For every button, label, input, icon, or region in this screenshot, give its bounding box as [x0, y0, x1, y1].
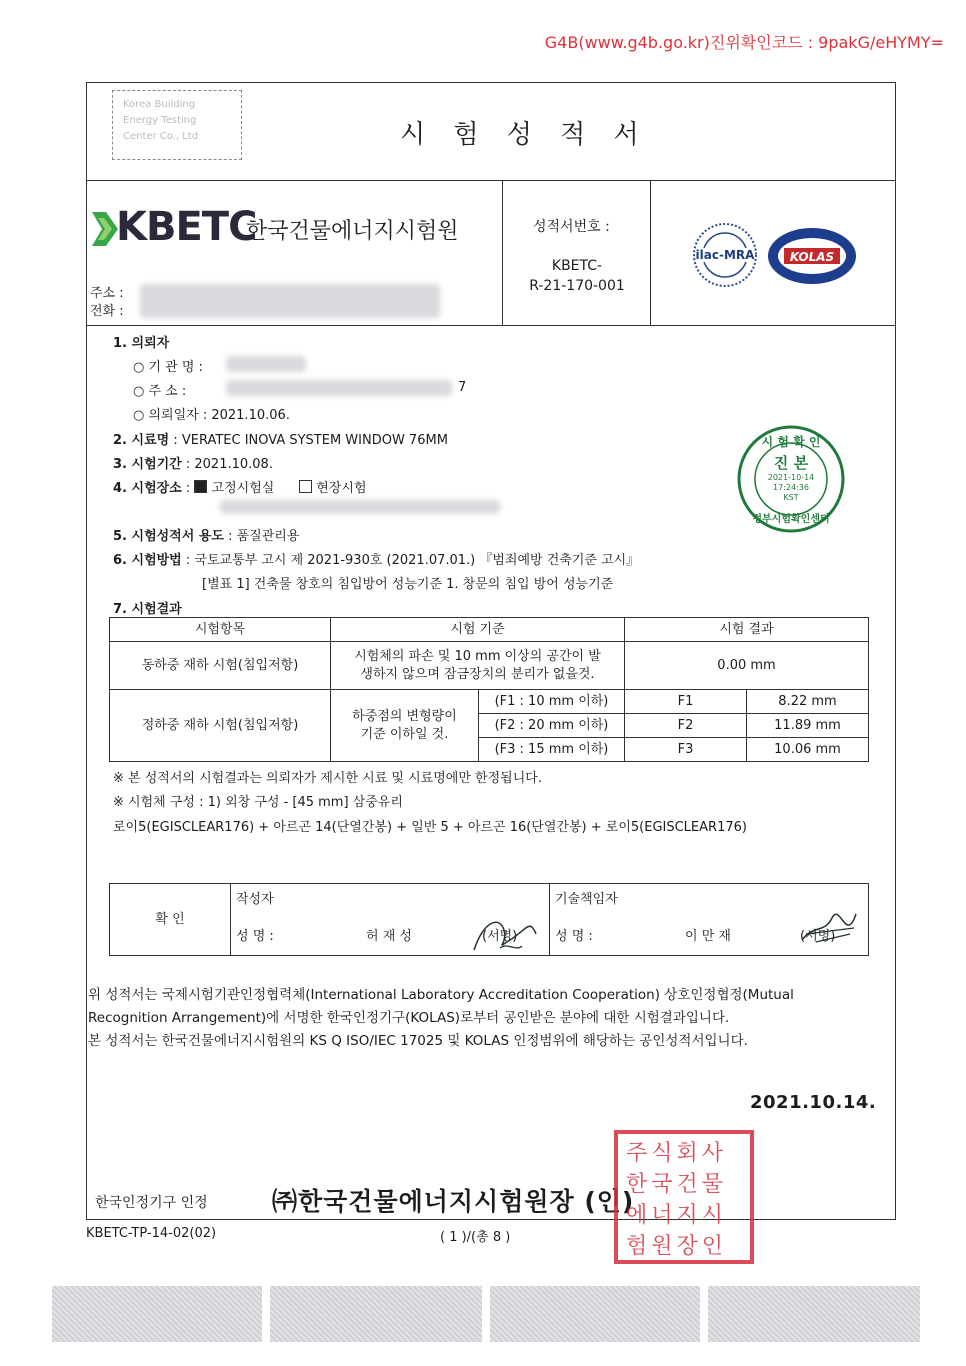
- kbetc-logo-icon: [92, 212, 118, 250]
- tech-name: 이 만 재: [685, 929, 731, 944]
- sample-name-row: 2. 시료명 : VERATEC INOVA SYSTEM WINDOW 76MM: [113, 433, 448, 448]
- confirm-label: 확 인: [155, 911, 185, 927]
- security-strip: [52, 1286, 262, 1342]
- client-address-tail: 7: [458, 380, 467, 395]
- page-number: ( 1 )/(총 8 ): [440, 1230, 511, 1245]
- row2-value-f2: 11.89 mm: [774, 717, 841, 733]
- issuer-name: ㈜한국건물에너지시험원장 (인): [272, 1187, 635, 1216]
- author-signature-label: (서명): [482, 929, 518, 944]
- tech-signature-label: (서명): [800, 929, 836, 944]
- issue-date: 2021.10.14.: [750, 1092, 877, 1113]
- verification-code: G4B(www.g4b.go.kr)진위확인코드 : 9pakG/eHYMY=: [544, 33, 944, 52]
- field-test-checkbox: [299, 480, 312, 493]
- accreditation-paragraph: 위 성적서는 국제시험기관인정협력체(International Laboratory Accreditation Cooperation) 상호인정협정(Mutual Recognition Arrangement)에 서명한 한국인정기구(KOLAS)로부터 공인받은 분야에 대한 시험결과입니다. 본 성적서는 한국건물에너지시험원의 KS Q ISO/IEC 17025 및 KOLAS 인정범위에 해당하는 공인성적서입니다.: [88, 987, 794, 1049]
- svg-text:KOLAS: KOLAS: [789, 250, 835, 264]
- cert-no-label: 성적서번호 :: [533, 219, 610, 235]
- client-address-label: ○ 주 소 :: [133, 384, 187, 399]
- test-method-line2: [별표 1] 건축물 창호의 침입방어 성능기준 1. 창문의 침입 방어 성능기준: [202, 577, 614, 592]
- security-strip: [270, 1286, 482, 1342]
- redacted-client-address: [226, 380, 452, 396]
- row1-criteria: 시험체의 파손 및 10 mm 이상의 공간이 발 생하지 않으며 잠금장치의 분리가 없을것.: [354, 648, 601, 682]
- company-seal-small: Korea Building Energy Testing Center Co., Ltd: [112, 90, 242, 160]
- row1-result: 0.00 mm: [717, 657, 776, 673]
- row2-limit-f3: (F3 : 15 mm 이하): [494, 741, 609, 757]
- redacted-address: [140, 284, 440, 318]
- ilac-mra-badge-icon: [690, 220, 760, 294]
- test-method-row: 6. 시험방법 : 국토교통부 고시 제 2021-930호 (2021.07.01.) 『범죄예방 건축기준 고시』: [113, 553, 640, 568]
- cert-no-value: KBETC- R-21-170-001: [529, 258, 625, 294]
- svg-text:정부시험확인센터: 정부시험확인센터: [752, 514, 830, 525]
- row1-item: 동하중 재하 시험(침입저항): [141, 657, 299, 673]
- header-test-item: 시험항목: [194, 621, 246, 637]
- logo-wordmark: KBETC: [116, 204, 257, 250]
- form-code: KBETC-TP-14-02(02): [86, 1226, 217, 1241]
- org-contact: [90, 285, 124, 321]
- client-org-label: ○ 기 관 명 :: [133, 360, 203, 375]
- verification-stamp-icon: [736, 424, 846, 538]
- author-name: 허 재 성: [366, 929, 412, 944]
- document-title: 시 험 성 적 서: [400, 120, 649, 150]
- author-signature-icon: [470, 910, 540, 960]
- svg-text:KST: KST: [783, 493, 799, 502]
- redacted-location: [220, 500, 500, 514]
- redacted-client-org: [226, 356, 306, 372]
- header-divider: [86, 180, 896, 181]
- author-name-label: 성 명 :: [236, 929, 274, 944]
- header-col-divider-2: [650, 180, 651, 325]
- request-date: ○ 의뢰일자 : 2021.10.06.: [133, 408, 290, 423]
- address-label: 주소 :: [90, 286, 124, 301]
- header-test-result: 시험 결과: [719, 621, 774, 637]
- test-location-row: 4. 시험장소 : 고정시험실 현장시험: [113, 481, 367, 496]
- tech-manager-label: 기술책임자: [555, 892, 618, 907]
- header-col-divider-1: [502, 180, 503, 325]
- row2-limit-f1: (F1 : 10 mm 이하): [494, 693, 609, 709]
- svg-text:2021-10-14: 2021-10-14: [767, 473, 815, 482]
- row2-point-f2: F2: [677, 717, 694, 733]
- tech-signature-icon: [796, 904, 862, 956]
- info-divider: [86, 325, 896, 326]
- note-scope: ※ 본 성적서의 시험결과는 의뢰자가 제시한 시료 및 시료명에만 한정됩니다.: [113, 771, 542, 786]
- kolas-badge-icon: [766, 226, 858, 290]
- row2-point-f1: F1: [677, 693, 694, 709]
- security-strip: [490, 1286, 700, 1342]
- test-period-row: 3. 시험기간 : 2021.10.08.: [113, 457, 273, 472]
- report-purpose-row: 5. 시험성적서 용도 : 품질관리용: [113, 529, 300, 544]
- security-strip: [708, 1286, 920, 1342]
- accreditation-label: 한국인정기구 인정: [95, 1195, 208, 1211]
- section-7-heading: 7. 시험결과: [113, 602, 182, 617]
- tech-name-label: 성 명 :: [555, 929, 593, 944]
- row2-point-f3: F3: [677, 741, 694, 757]
- svg-text:진 본: 진 본: [773, 454, 809, 472]
- org-name: 한국건물에너지시험원: [246, 219, 459, 244]
- author-label: 작성자: [236, 892, 274, 907]
- note-glazing: 로이5(EGISCLEAR176) + 아르곤 14(단열간봉) + 일반 5 + 아르곤 16(단열간봉) + 로이5(EGISCLEAR176): [113, 820, 747, 835]
- header-test-criteria: 시험 기준: [450, 621, 505, 637]
- note-composition: ※ 시험체 구성 : 1) 외창 구성 - [45 mm] 삼중유리: [113, 795, 403, 810]
- row2-criteria: 하중점의 변형량이 기준 이하일 것.: [352, 708, 457, 742]
- phone-label: 전화 :: [90, 304, 124, 319]
- official-red-seal: 주식회사 한국건물 에너지시 험원장인: [614, 1130, 754, 1264]
- row2-value-f1: 8.22 mm: [778, 693, 837, 709]
- svg-text:17:24:36: 17:24:36: [773, 483, 809, 492]
- row2-value-f3: 10.06 mm: [774, 741, 841, 757]
- svg-text:ilac-MRA: ilac-MRA: [695, 248, 755, 262]
- fixed-lab-checkbox: [194, 480, 207, 493]
- section-1-heading: 1. 의뢰자: [113, 336, 170, 351]
- row2-limit-f2: (F2 : 20 mm 이하): [494, 717, 609, 733]
- svg-text:시 험 확 인: 시 험 확 인: [761, 435, 821, 449]
- row2-item: 정하중 재하 시험(침입저항): [141, 717, 299, 733]
